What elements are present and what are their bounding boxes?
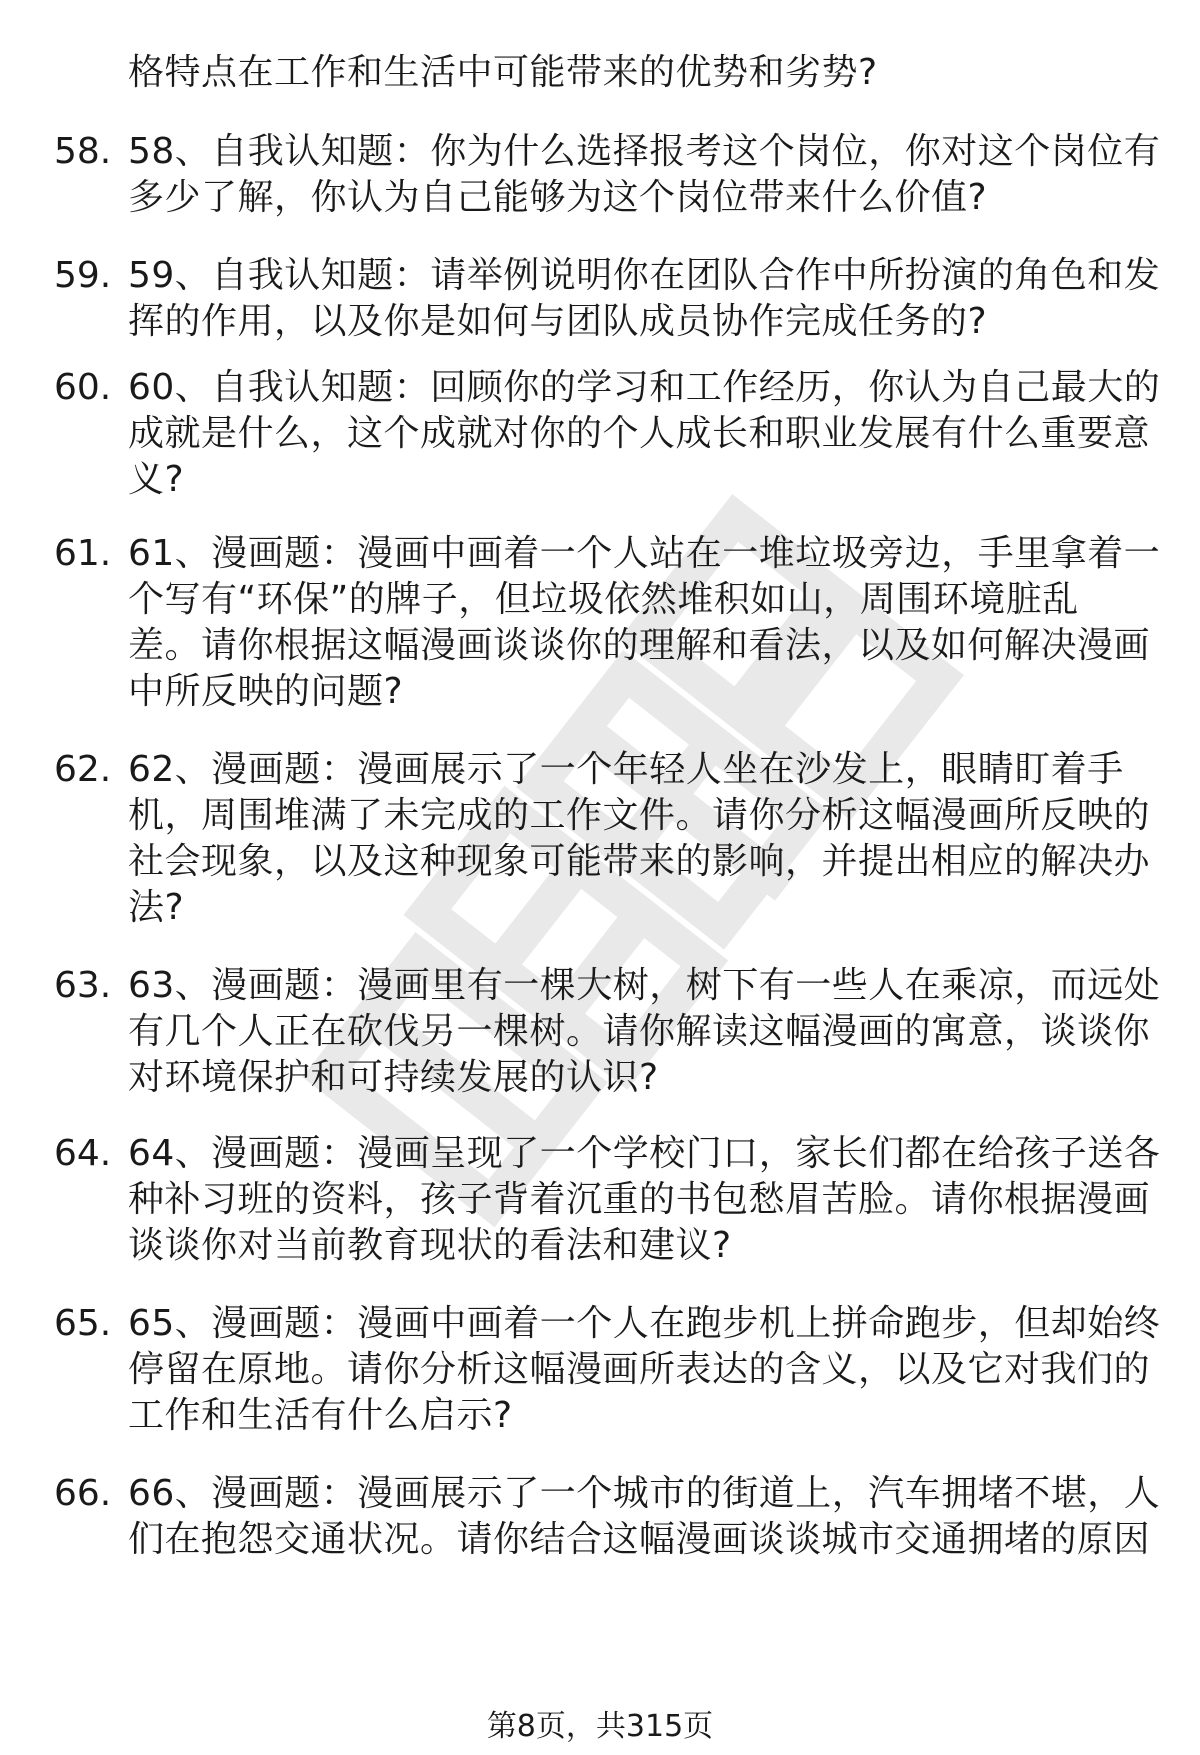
item-line: 63、漫画题：漫画里有一棵大树，树下有一些人在乘凉，而远处 <box>128 965 1161 1006</box>
item-line: 机，周围堆满了未完成的工作文件。请你分析这幅漫画所反映的 <box>128 795 1151 836</box>
item-line: 成就是什么，这个成就对你的个人成长和职业发展有什么重要意 <box>128 413 1151 454</box>
item-line: 对环境保护和可持续发展的认识? <box>128 1057 659 1098</box>
item-line: 有几个人正在砍伐另一棵树。请你解读这幅漫画的寓意，谈谈你 <box>128 1011 1151 1052</box>
item-number: 59. <box>54 255 112 296</box>
item-number: 64. <box>54 1133 112 1174</box>
item-line: 谈谈你对当前教育现状的看法和建议? <box>128 1225 732 1266</box>
item-line: 64、漫画题：漫画呈现了一个学校门口，家长们都在给孩子送各 <box>128 1133 1161 1174</box>
item-number: 62. <box>54 749 112 790</box>
item-line: 义? <box>128 459 185 500</box>
item-number: 58. <box>54 131 112 172</box>
watermark-text: 职场资料 <box>628 900 632 901</box>
item-line: 61、漫画题：漫画中画着一个人站在一堆垃圾旁边，手里拿着一 <box>128 533 1161 574</box>
item-number: 65. <box>54 1303 112 1344</box>
item-line: 差。请你根据这幅漫画谈谈你的理解和看法，以及如何解决漫画 <box>128 625 1151 666</box>
item-line: 66、漫画题：漫画展示了一个城市的街道上，汽车拥堵不堪，人 <box>128 1473 1161 1514</box>
item-line: 60、自我认知题：回顾你的学习和工作经历，你认为自己最大的 <box>128 367 1161 408</box>
item-line: 65、漫画题：漫画中画着一个人在跑步机上拼命跑步，但却始终 <box>128 1303 1161 1344</box>
item-number: 61. <box>54 533 112 574</box>
item-line: 法? <box>128 887 185 928</box>
item-line: 们在抱怨交通状况。请你结合这幅漫画谈谈城市交通拥堵的原因 <box>128 1519 1151 1560</box>
item-line: 挥的作用，以及你是如何与团队成员协作完成任务的? <box>128 301 988 342</box>
item-line: 59、自我认知题：请举例说明你在团队合作中所扮演的角色和发 <box>128 255 1161 296</box>
item-line: 多少了解，你认为自己能够为这个岗位带来什么价值? <box>128 177 988 218</box>
page-footer: 第8页，共315页 <box>486 1709 714 1744</box>
item-number: 60. <box>54 367 112 408</box>
item-line: 工作和生活有什么启示? <box>128 1395 513 1436</box>
item-number: 66. <box>54 1473 112 1514</box>
lead-line: 格特点在工作和生活中可能带来的优势和劣势? <box>128 52 878 93</box>
item-line: 种补习班的资料，孩子背着沉重的书包愁眉苦脸。请你根据漫画 <box>128 1179 1151 1220</box>
item-line: 个写有“环保”的牌子，但垃圾依然堆积如山，周围环境脏乱 <box>128 579 1079 620</box>
item-number: 63. <box>54 965 112 1006</box>
item-line: 中所反映的问题? <box>128 671 404 712</box>
item-line: 停留在原地。请你分析这幅漫画所表达的含义，以及它对我们的 <box>128 1349 1151 1390</box>
item-line: 62、漫画题：漫画展示了一个年轻人坐在沙发上，眼睛盯着手 <box>128 749 1124 790</box>
item-line: 社会现象，以及这种现象可能带来的影响，并提出相应的解决办 <box>128 841 1151 882</box>
item-line: 58、自我认知题：你为什么选择报考这个岗位，你对这个岗位有 <box>128 131 1161 172</box>
